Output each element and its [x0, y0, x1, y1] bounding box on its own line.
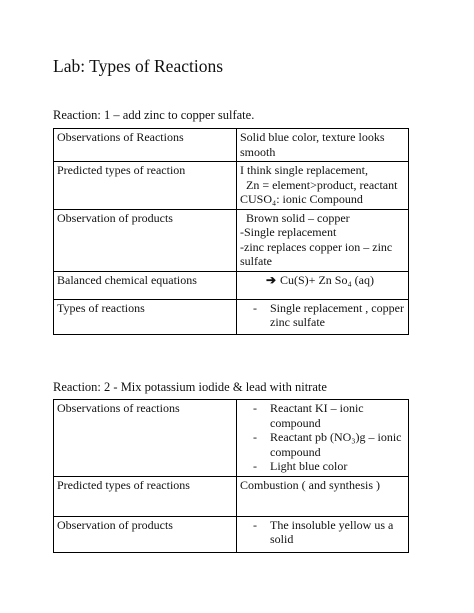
- reaction-2-heading: Reaction: 2 - Mix potassium iodide & lead with nitrate: [53, 380, 327, 394]
- value-line: Reactant pb (NO₃)g – ionic: [270, 430, 402, 444]
- row-value: [237, 271, 409, 299]
- table-row: [54, 271, 409, 299]
- row-label: Balanced chemical equations: [54, 271, 237, 299]
- row-label: Types of reactions: [54, 299, 237, 334]
- value-line: zinc sulfate: [270, 315, 325, 329]
- value-line: Zn = element>product, reactant: [246, 177, 398, 192]
- arrow-icon: ➔: [265, 272, 276, 287]
- reaction-1-table: [53, 128, 409, 335]
- row-label: Predicted types of reaction: [54, 162, 237, 210]
- row-label: Observation of products: [54, 209, 237, 271]
- value-line: Reactant KI – ionic: [270, 401, 364, 415]
- table-row: [54, 516, 409, 552]
- value-line: compound: [270, 444, 321, 459]
- row-label: Observation of products: [54, 516, 237, 552]
- value-line: Brown solid – copper: [246, 210, 350, 225]
- value-line: Combustion ( and synthesis ): [240, 477, 380, 492]
- equation-text: Cu(S)+ Zn So₄ (aq): [280, 272, 374, 287]
- row-value: [237, 516, 409, 552]
- table-row: [54, 476, 409, 516]
- value-line: compound: [270, 415, 321, 430]
- row-label: Observations of reactions: [54, 400, 237, 477]
- dash-bullet-icon: -: [253, 401, 257, 415]
- value-line: solid: [270, 532, 294, 546]
- row-label: Observations of Reactions: [54, 129, 237, 162]
- row-value: [237, 400, 409, 477]
- row-value: [237, 162, 409, 210]
- table-row: [54, 162, 409, 210]
- value-line: -zinc replaces copper ion – zinc: [240, 239, 393, 254]
- value-line: -Single replacement: [240, 225, 337, 239]
- table-row: [54, 209, 409, 271]
- value-line: Solid blue color, texture looks: [240, 130, 385, 144]
- value-line: I think single replacement,: [240, 163, 368, 177]
- row-value: [237, 299, 409, 334]
- table-row: [54, 400, 409, 477]
- page-title: Lab: Types of Reactions: [53, 56, 224, 76]
- row-value: [237, 129, 409, 162]
- reaction-1-heading: Reaction: 1 – add zinc to copper sulfate.: [53, 108, 255, 122]
- value-line: Light blue color: [270, 459, 348, 473]
- value-line: smooth: [240, 144, 276, 159]
- dash-bullet-icon: -: [253, 517, 257, 532]
- value-line: sulfate: [240, 254, 272, 268]
- dash-bullet-icon: -: [253, 459, 257, 473]
- dash-bullet-icon: -: [253, 300, 257, 315]
- row-value: [237, 476, 409, 516]
- value-line: Single replacement , copper: [270, 300, 404, 315]
- value-line: CUSO₄: ionic Compound: [240, 192, 363, 206]
- row-label: Predicted types of reactions: [54, 476, 237, 516]
- table-row: [54, 129, 409, 162]
- row-value: [237, 209, 409, 271]
- reaction-2-table: [53, 399, 409, 553]
- value-line: The insoluble yellow us a: [270, 517, 394, 532]
- table-row: [54, 299, 409, 334]
- dash-bullet-icon: -: [253, 430, 257, 444]
